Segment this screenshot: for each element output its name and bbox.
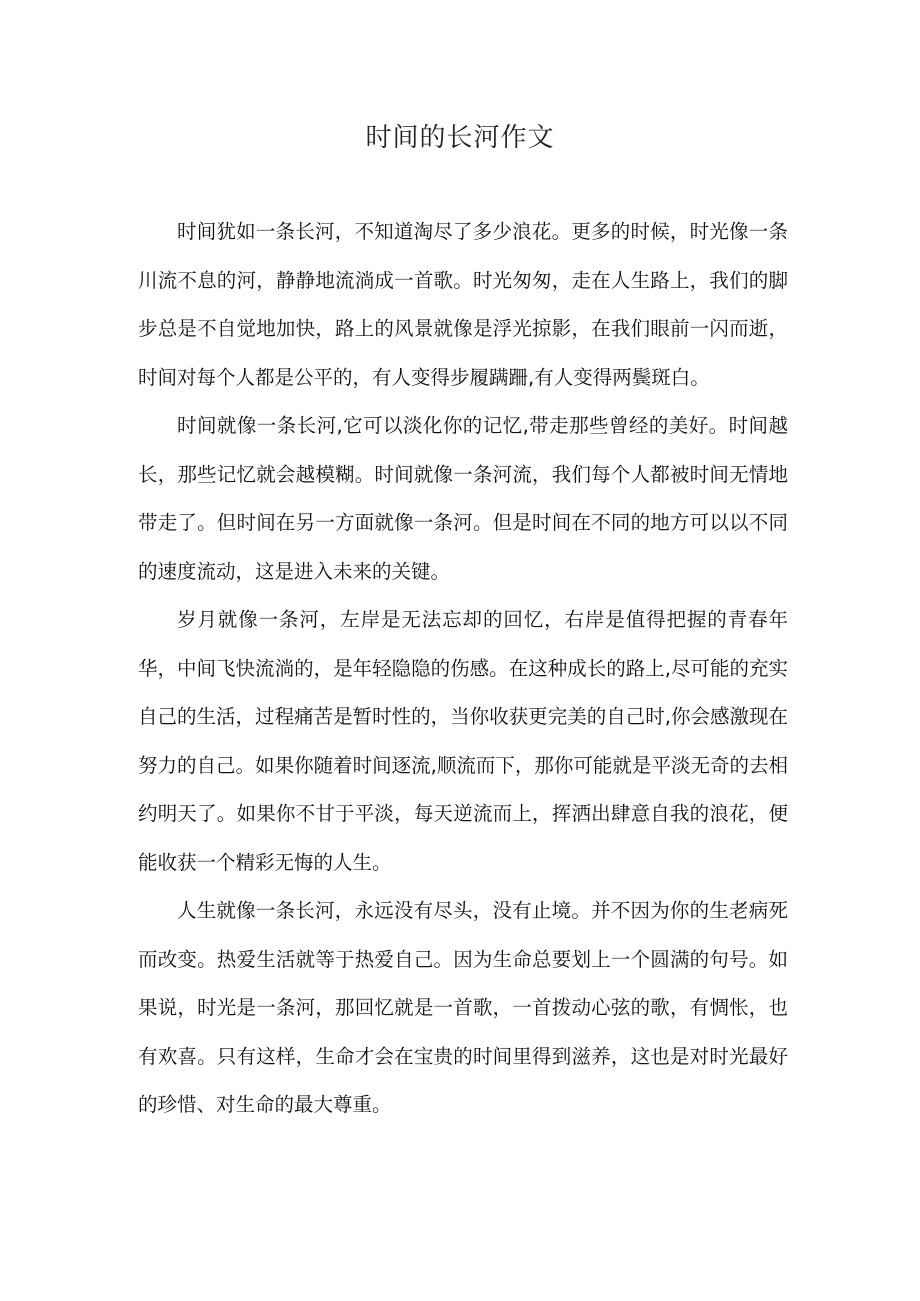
page-title: 时间的长河作文 <box>365 123 555 153</box>
paragraph-4: 人生就像一条长河，永远没有尽头，没有止境。并不因为你的生老病死而改变。热爱生活就等于热爱自己。因为生命总要划上一个圆满的句号。如果说，时光是一条河，那回忆就是一首歌，一首拨动心弦的歌，有惆怅，也有欢喜。只有这样，生命才会在宝贵的时间里得到滋养，这也是对时光最好的珍惜、对生命的最大尊重。 <box>138 899 788 1116</box>
paragraph-2: 时间就像一条长河,它可以淡化你的记忆,带走那些曾经的美好。时间越长，那些记忆就会越模糊。时间就像一条河流，我们每个人都被时间无情地带走了。但时间在另一方面就像一条河。但是时间在不同的地方可以以不同的速度流动，这是进入未来的关键。 <box>138 414 788 583</box>
paragraph-3: 岁月就像一条河，左岸是无法忘却的回忆，右岸是值得把握的青春年华，中间飞快流淌的，是年轻隐隐的伤感。在这种成长的路上,尽可能的充实自己的生活，过程痛苦是暂时性的，当你收获更完美的自己时,你会感激现在努力的自己。如果你随着时间逐流,顺流而下，那你可能就是平淡无奇的去相约明天了。如果你不甘于平淡，每天逆流而上，挥洒出肆意自我的浪花，便能收获一个精彩无悔的人生。 <box>138 608 788 874</box>
essay-body <box>138 208 788 1130</box>
paragraph-1: 时间犹如一条长河，不知道淘尽了多少浪花。更多的时候，时光像一条川流不息的河，静静地流淌成一首歌。时光匆匆，走在人生路上，我们的脚步总是不自觉地加快，路上的风景就像是浮光掠影，在我们眼前一闪而逝，时间对每个人都是公平的，有人变得步履蹒跚,有人变得两鬓斑白。 <box>138 220 788 389</box>
